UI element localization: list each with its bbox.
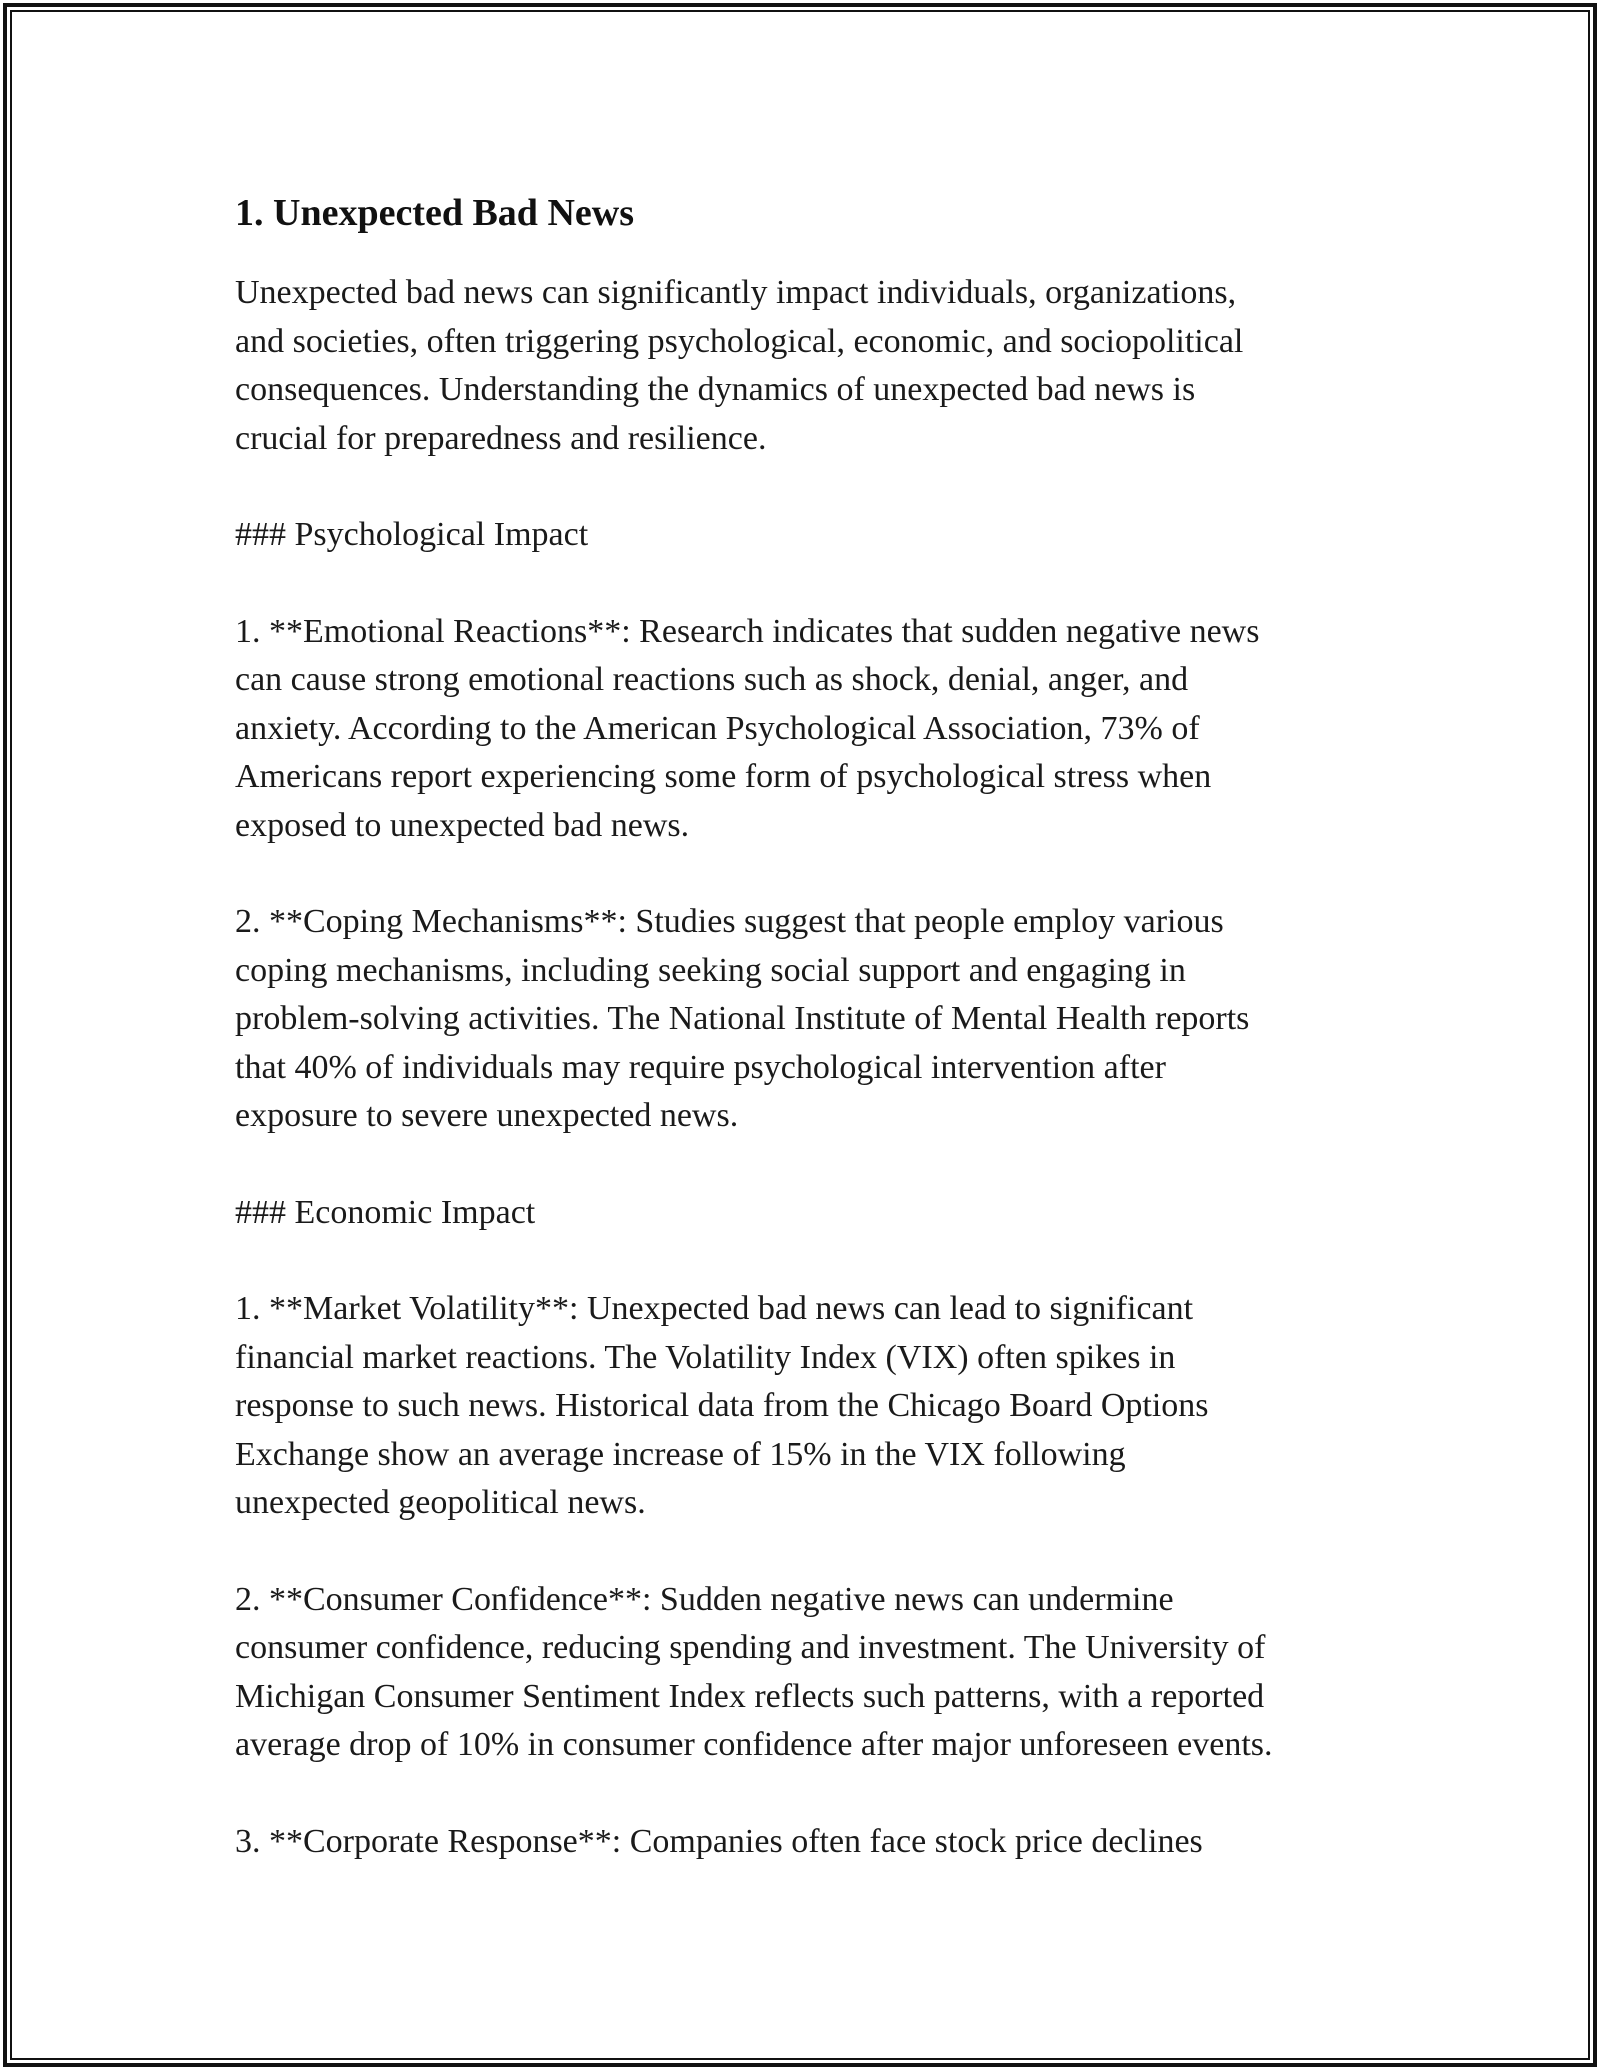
document-body [235, 185, 1375, 1866]
intro-paragraph: Unexpected bad news can significantly impact individuals, organizations, and societies, often triggering psychological, economic, and sociopolitical consequences. Understanding the dynamics of unexpected bad news is crucial for preparedness and resilience. [235, 274, 1244, 457]
market-volatility-paragraph: 1. **Market Volatility**: Unexpected bad news can lead to significant financial market reactions. The Volatility Index (VIX) often spikes in response to such news. Historical data from the Chicago Board Options Exchange show an average increase of 15% in the VIX following unexpected geopolitical news. [235, 1290, 1209, 1521]
economic-impact-heading: ### Economic Impact [235, 1193, 536, 1231]
psychological-impact-heading: ### Psychological Impact [235, 516, 589, 553]
emotional-reactions-paragraph: 1. **Emotional Reactions**: Research indicates that sudden negative news can cause strong emotional reactions such as shock, denial, anger, and anxiety. According to the American Psychological Association, 73% of Americans report experiencing some form of psychological stress when exposed to unexpected bad news. [235, 612, 1260, 844]
document-title: 1. Unexpected Bad News [235, 192, 634, 234]
corporate-response-paragraph: 3. **Corporate Response**: Companies often face stock price declines [235, 1822, 1203, 1860]
consumer-confidence-paragraph: 2. **Consumer Confidence**: Sudden negative news can undermine consumer confidence, reducing spending and investment. The University of Michigan Consumer Sentiment Index reflects such patterns, with a reported average drop of 10% in consumer confidence after major unforeseen events. [235, 1580, 1273, 1763]
coping-mechanisms-paragraph: 2. **Coping Mechanisms**: Studies suggest that people employ various coping mechanisms, including seeking social support and engaging in problem-solving activities. The National Institute of Mental Health reports that 40% of individuals may require psychological intervention after exposure to severe unexpected news. [235, 903, 1250, 1134]
